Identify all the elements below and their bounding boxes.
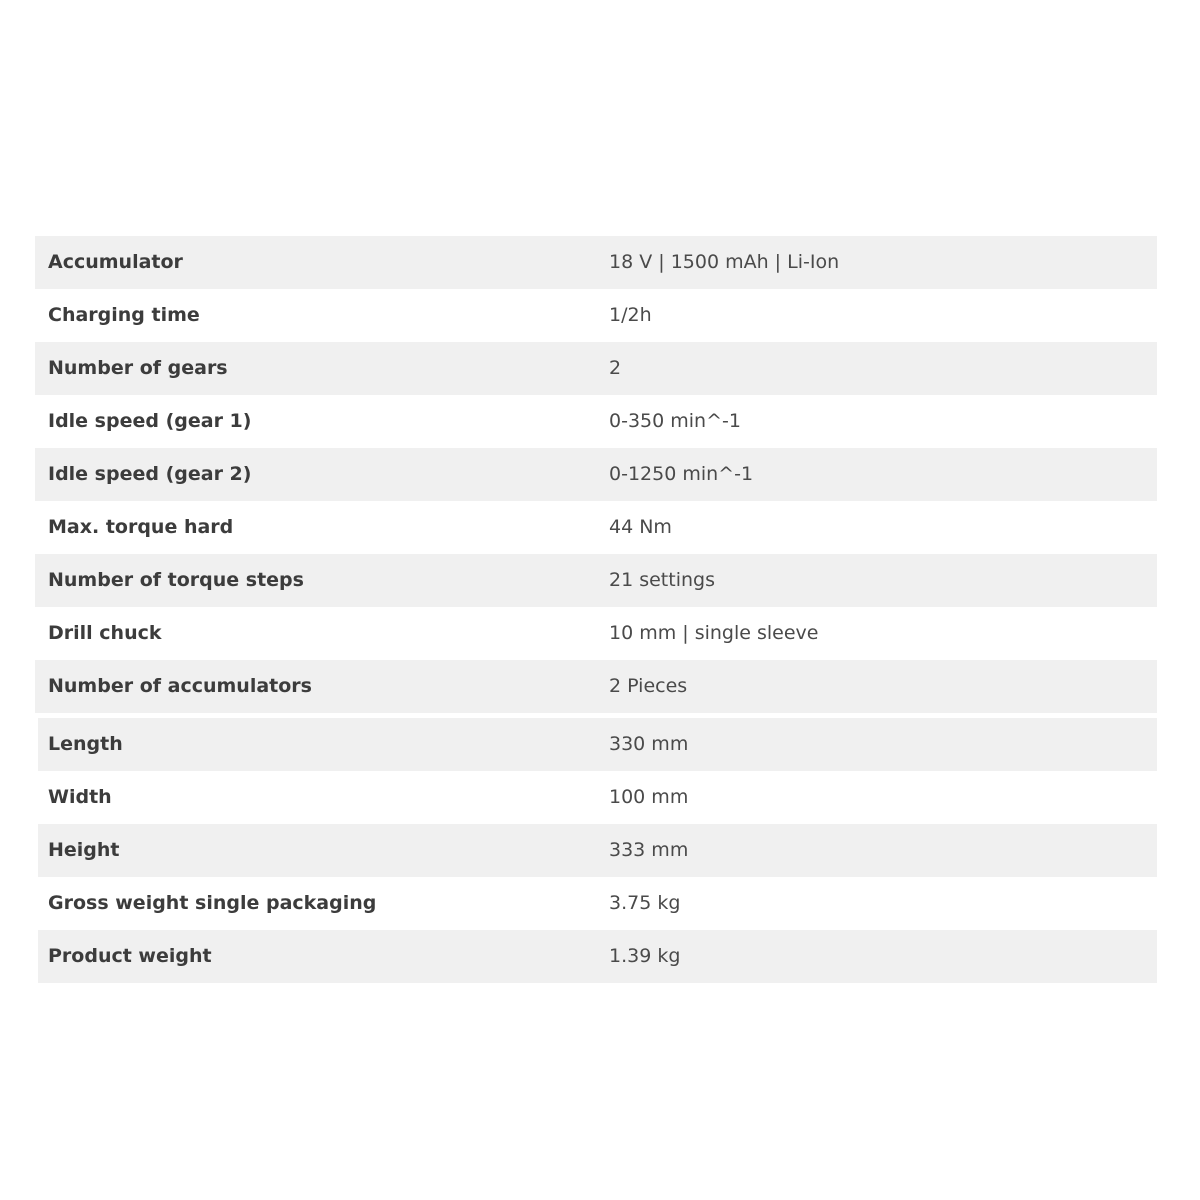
spec-row-idle-speed-gear-2 bbox=[35, 448, 1157, 501]
spec-row-number-of-gears bbox=[35, 342, 1157, 395]
spec-value: 100 mm bbox=[609, 786, 689, 808]
spec-label: Product weight bbox=[48, 945, 212, 967]
spec-row-width bbox=[38, 771, 1157, 824]
spec-value: 1/2h bbox=[609, 304, 652, 326]
spec-value: 3.75 kg bbox=[609, 892, 681, 914]
spec-row-idle-speed-gear-1 bbox=[35, 395, 1157, 448]
spec-value: 0-350 min^-1 bbox=[609, 410, 741, 432]
spec-label: Gross weight single packaging bbox=[48, 892, 377, 914]
spec-value: 21 settings bbox=[609, 569, 715, 591]
spec-label: Drill chuck bbox=[48, 622, 162, 644]
spec-row-number-of-accumulators bbox=[35, 660, 1157, 713]
spec-row-accumulator bbox=[35, 236, 1157, 289]
spec-value: 10 mm | single sleeve bbox=[609, 622, 819, 644]
spec-value: 330 mm bbox=[609, 733, 689, 755]
spec-label: Length bbox=[48, 733, 123, 755]
spec-label: Charging time bbox=[48, 304, 200, 326]
spec-value: 1.39 kg bbox=[609, 945, 681, 967]
spec-label: Number of gears bbox=[48, 357, 228, 379]
spec-row-product-weight bbox=[38, 930, 1157, 983]
spec-value: 0-1250 min^-1 bbox=[609, 463, 754, 485]
spec-label: Idle speed (gear 2) bbox=[48, 463, 252, 485]
spec-row-height bbox=[38, 824, 1157, 877]
spec-row-drill-chuck bbox=[35, 607, 1157, 660]
spec-label: Accumulator bbox=[48, 251, 183, 273]
spec-value: 18 V | 1500 mAh | Li-Ion bbox=[609, 251, 840, 273]
spec-label: Max. torque hard bbox=[48, 516, 234, 538]
spec-label: Number of torque steps bbox=[48, 569, 304, 591]
spec-value: 2 Pieces bbox=[609, 675, 688, 697]
spec-row-max-torque bbox=[35, 501, 1157, 554]
spec-value: 333 mm bbox=[609, 839, 689, 861]
spec-label: Number of accumulators bbox=[48, 675, 312, 697]
spec-row-gross-weight bbox=[38, 877, 1157, 930]
spec-label: Idle speed (gear 1) bbox=[48, 410, 252, 432]
spec-label: Width bbox=[48, 786, 112, 808]
spec-label: Height bbox=[48, 839, 120, 861]
spec-row-charging-time bbox=[35, 289, 1157, 342]
spec-row-length bbox=[38, 718, 1157, 771]
spec-row-torque-steps bbox=[35, 554, 1157, 607]
spec-value: 2 bbox=[609, 357, 622, 379]
spec-value: 44 Nm bbox=[609, 516, 672, 538]
